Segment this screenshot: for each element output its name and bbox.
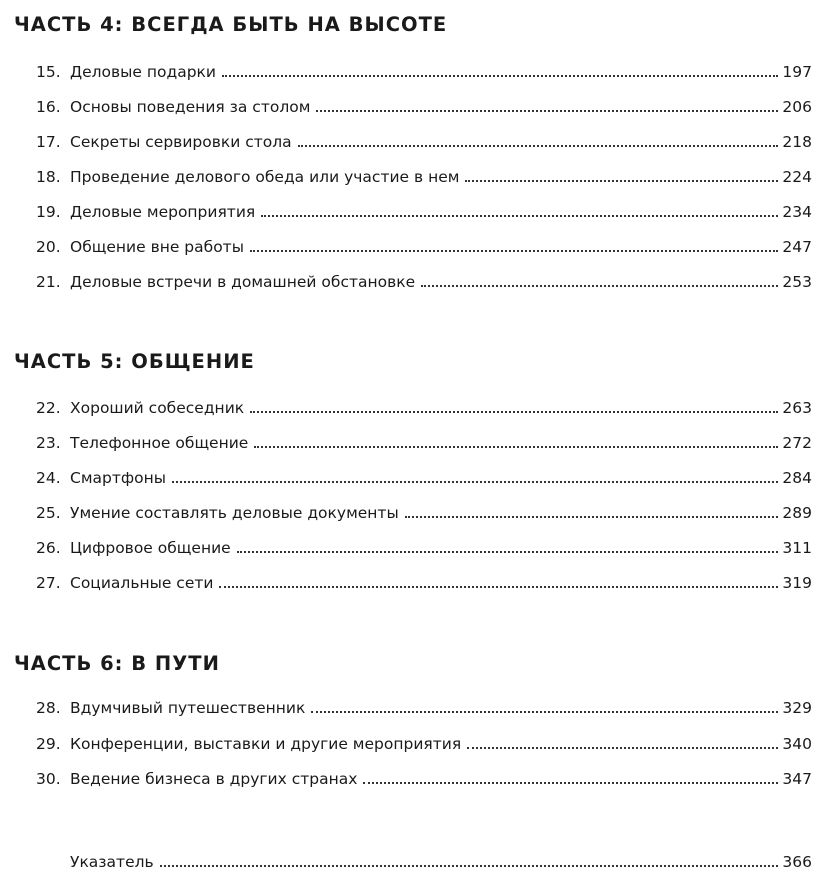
dot-leader bbox=[363, 781, 778, 784]
toc-entry-25[interactable] bbox=[36, 499, 812, 521]
entry-number: 28. bbox=[36, 698, 61, 717]
entry-title: Умение составлять деловые документы bbox=[70, 503, 399, 522]
entry-page: 253 bbox=[782, 272, 812, 291]
entry-page: 234 bbox=[782, 202, 812, 221]
entry-page: 319 bbox=[782, 573, 812, 592]
dot-leader bbox=[219, 585, 778, 588]
entry-number: 29. bbox=[36, 734, 61, 753]
entry-title: Цифровое общение bbox=[70, 538, 231, 557]
toc-entry-21[interactable] bbox=[36, 268, 812, 290]
entry-page: 284 bbox=[782, 468, 812, 487]
dot-leader bbox=[467, 746, 778, 749]
entry-title: Деловые встречи в домашней обстановке bbox=[70, 272, 416, 291]
dot-leader bbox=[172, 480, 778, 483]
entry-title: Ведение бизнеса в других странах bbox=[70, 769, 358, 788]
entry-number: 17. bbox=[36, 132, 61, 151]
entry-page: 329 bbox=[782, 698, 812, 717]
entry-page: 263 bbox=[782, 398, 812, 417]
dot-leader bbox=[298, 144, 779, 147]
entry-title: Хороший собеседник bbox=[70, 398, 245, 417]
dot-leader bbox=[311, 710, 778, 713]
toc-entry-18[interactable] bbox=[36, 163, 812, 185]
entry-number: 24. bbox=[36, 468, 61, 487]
entry-title: Конференции, выставки и другие мероприятия bbox=[70, 734, 462, 753]
toc-entry-16[interactable] bbox=[36, 93, 812, 115]
entry-number: 18. bbox=[36, 167, 61, 186]
dot-leader bbox=[160, 864, 779, 867]
entry-number: 15. bbox=[36, 62, 61, 81]
toc-entry-28[interactable] bbox=[36, 694, 812, 716]
entry-page: 247 bbox=[782, 237, 812, 256]
toc-entry-27[interactable] bbox=[36, 569, 812, 591]
entry-title: Общение вне работы bbox=[70, 237, 244, 256]
entry-title: Деловые подарки bbox=[70, 62, 216, 81]
entry-number: 25. bbox=[36, 503, 61, 522]
toc-entry-23[interactable] bbox=[36, 429, 812, 451]
entry-page: 340 bbox=[782, 734, 812, 753]
entry-page: 218 bbox=[782, 132, 812, 151]
entry-number: 19. bbox=[36, 202, 61, 221]
dot-leader bbox=[250, 249, 778, 252]
entry-title: Телефонное общение bbox=[70, 433, 249, 452]
dot-leader bbox=[237, 550, 779, 553]
entry-title: Деловые мероприятия bbox=[70, 202, 256, 221]
toc-entry-19[interactable] bbox=[36, 198, 812, 220]
dot-leader bbox=[254, 445, 778, 448]
entry-title: Указатель bbox=[70, 852, 154, 871]
toc-entry-26[interactable] bbox=[36, 534, 812, 556]
part-5-title: ЧАСТЬ 5: ОБЩЕНИЕ bbox=[14, 350, 255, 373]
dot-leader bbox=[405, 515, 779, 518]
entry-title: Основы поведения за столом bbox=[70, 97, 311, 116]
toc-entry-20[interactable] bbox=[36, 233, 812, 255]
part-4-title: ЧАСТЬ 4: ВСЕГДА БЫТЬ НА ВЫСОТЕ bbox=[14, 13, 448, 36]
entry-page: 206 bbox=[782, 97, 812, 116]
entry-title: Смартфоны bbox=[70, 468, 166, 487]
toc-entry-24[interactable] bbox=[36, 464, 812, 486]
entry-page: 347 bbox=[782, 769, 812, 788]
entry-number: 27. bbox=[36, 573, 61, 592]
entry-page: 197 bbox=[782, 62, 812, 81]
part-6-title: ЧАСТЬ 6: В ПУТИ bbox=[14, 652, 220, 675]
entry-page: 366 bbox=[782, 852, 812, 871]
toc-entry-30[interactable] bbox=[36, 765, 812, 787]
dot-leader bbox=[465, 179, 778, 182]
toc-entry-17[interactable] bbox=[36, 128, 812, 150]
entry-page: 311 bbox=[782, 538, 812, 557]
entry-number: 30. bbox=[36, 769, 61, 788]
entry-title: Проведение делового обеда или участие в нем bbox=[70, 167, 460, 186]
dot-leader bbox=[316, 109, 778, 112]
toc-entry-29[interactable] bbox=[36, 730, 812, 752]
entry-number: 16. bbox=[36, 97, 61, 116]
entry-number: 20. bbox=[36, 237, 61, 256]
entry-page: 289 bbox=[782, 503, 812, 522]
entry-number: 22. bbox=[36, 398, 61, 417]
toc-entry-22[interactable] bbox=[36, 394, 812, 416]
entry-number: 26. bbox=[36, 538, 61, 557]
dot-leader bbox=[261, 214, 778, 217]
dot-leader bbox=[250, 410, 778, 413]
dot-leader bbox=[222, 74, 778, 77]
entry-title: Секреты сервировки стола bbox=[70, 132, 292, 151]
entry-title: Вдумчивый путешественник bbox=[70, 698, 306, 717]
entry-page: 224 bbox=[782, 167, 812, 186]
entry-page: 272 bbox=[782, 433, 812, 452]
entry-number: 21. bbox=[36, 272, 61, 291]
toc-entry-index[interactable] bbox=[70, 848, 812, 870]
entry-title: Социальные сети bbox=[70, 573, 214, 592]
entry-number: 23. bbox=[36, 433, 61, 452]
toc-entry-15[interactable] bbox=[36, 58, 812, 80]
dot-leader bbox=[421, 284, 778, 287]
